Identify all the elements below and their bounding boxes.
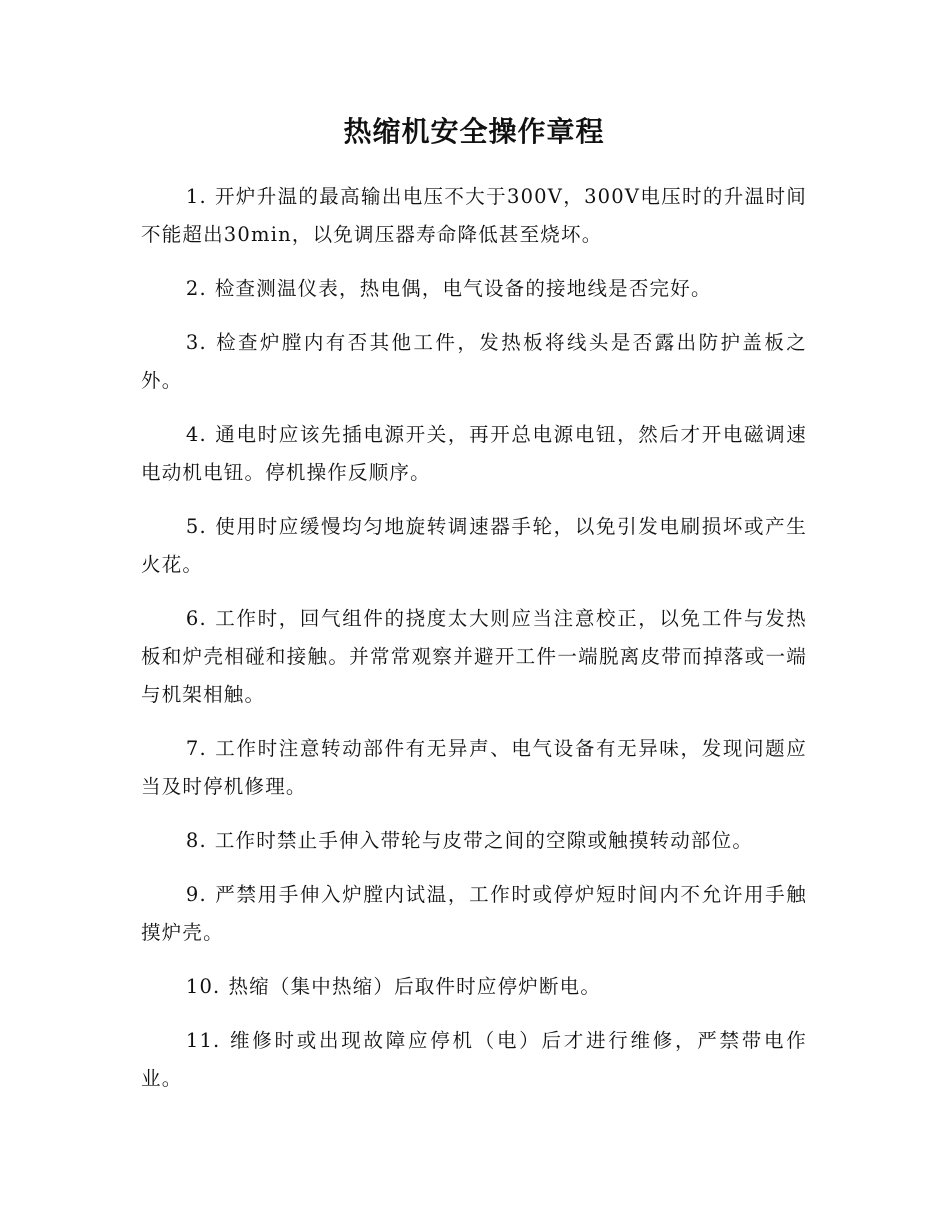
clause-number: 4. bbox=[185, 423, 207, 446]
clause-text: 热缩（集中热缩）后取件时应停炉断电。 bbox=[228, 975, 602, 998]
clause-text: 工作时禁止手伸入带轮与皮带之间的空隙或触摸转动部位。 bbox=[214, 829, 754, 852]
clause-3 bbox=[141, 324, 807, 400]
document-page bbox=[141, 112, 807, 1114]
clause-10 bbox=[141, 968, 807, 1006]
clause-text: 检查炉膛内有否其他工件，发热板将线头是否露出防护盖板之外。 bbox=[141, 331, 807, 392]
clause-number: 8. bbox=[185, 829, 207, 852]
clause-text: 通电时应该先插电源开关，再开总电源电钮，然后才开电磁调速电动机电钮。停机操作反顺序。 bbox=[141, 423, 807, 484]
clause-number: 3. bbox=[185, 331, 207, 354]
clause-7 bbox=[141, 730, 807, 806]
clause-number: 9. bbox=[185, 883, 207, 906]
clause-number: 5. bbox=[185, 515, 207, 538]
clause-number: 10. bbox=[185, 975, 221, 998]
clause-number: 2. bbox=[185, 277, 207, 300]
clause-text: 工作时，回气组件的挠度太大则应当注意校正，以免工件与发热板和炉壳相碰和接触。并常常观察并避开工件一端脱离皮带而掉落或一端与机架相触。 bbox=[141, 607, 807, 706]
clause-1 bbox=[141, 178, 807, 254]
clause-6 bbox=[141, 600, 807, 714]
clause-4 bbox=[141, 416, 807, 492]
clause-number: 7. bbox=[185, 737, 207, 760]
clause-text: 维修时或出现故障应停机（电）后才进行维修，严禁带电作业。 bbox=[141, 1029, 807, 1090]
clause-text: 检查测温仪表，热电偶，电气设备的接地线是否完好。 bbox=[214, 277, 712, 300]
clause-8 bbox=[141, 822, 807, 860]
clause-9 bbox=[141, 876, 807, 952]
clause-text: 工作时注意转动部件有无异声、电气设备有无异味，发现问题应当及时停机修理。 bbox=[141, 737, 807, 798]
clause-text: 使用时应缓慢均匀地旋转调速器手轮，以免引发电刷损坏或产生火花。 bbox=[141, 515, 807, 576]
clause-number: 6. bbox=[185, 607, 207, 630]
clause-5 bbox=[141, 508, 807, 584]
clause-11 bbox=[141, 1022, 807, 1098]
clause-number: 11. bbox=[185, 1029, 221, 1052]
clause-text: 严禁用手伸入炉膛内试温，工作时或停炉短时间内不允许用手触摸炉壳。 bbox=[141, 883, 807, 944]
clause-2 bbox=[141, 270, 807, 308]
clause-number: 1. bbox=[185, 185, 207, 208]
clause-text: 开炉升温的最高输出电压不大于300V，300V电压时的升温时间不能超出30min，以免调压器寿命降低甚至烧坏。 bbox=[141, 185, 807, 246]
document-title: 热缩机安全操作章程 bbox=[343, 115, 605, 148]
